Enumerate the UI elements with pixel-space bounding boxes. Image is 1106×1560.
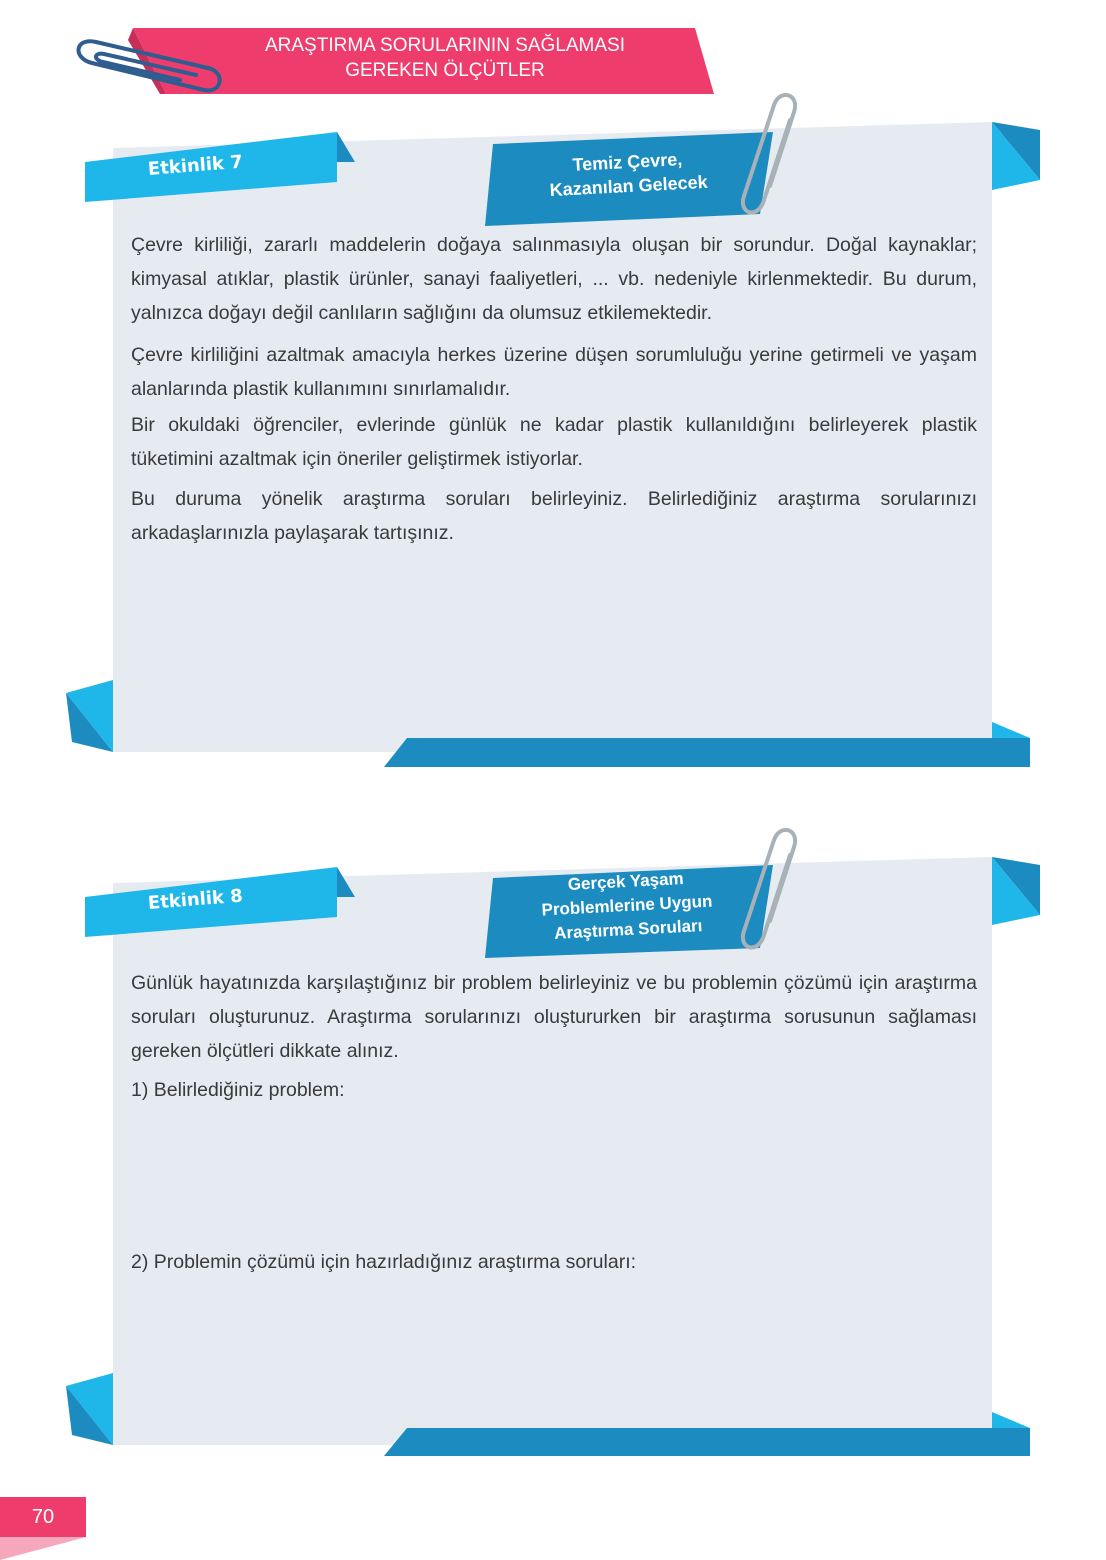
header-title-line2: GEREKEN ÖLÇÜTLER bbox=[345, 60, 545, 81]
activity7-paragraph: Bu duruma yönelik araştırma soruları belirleyiniz. Belirlediğiniz araştırma sorularınızı arkadaşlarınızla paylaşarak tartışınız. bbox=[131, 488, 977, 544]
page-number: 70 bbox=[0, 1497, 86, 1537]
activity7-ribbon-line1: Temiz Çevre, bbox=[572, 149, 683, 175]
activity7-tag: Etkinlik 7 bbox=[147, 151, 244, 180]
activity7-paragraph: Çevre kirliliği, zararlı maddelerin doğaya salınmasıyla oluşan bir sorundur. Doğal kaynaklar; kimyasal atıklar, plastik ürünler, sanayi faaliyetleri, ... vb. nedeniyle kirlenmektedir. Bu durum, yalnızca doğayı değil canlıların sağlığını da olumsuz etkilemektedir. bbox=[131, 234, 977, 324]
activity8-ribbon-line3: Araştırma Soruları bbox=[553, 916, 703, 943]
research-questions-prompt: 2) Problemin çözümü için hazırladığınız araştırma soruları: bbox=[131, 1251, 637, 1273]
activity8-panel-shapes bbox=[66, 857, 1040, 1456]
header-title bbox=[210, 33, 680, 83]
activity8-ribbon-line1: Gerçek Yaşam bbox=[567, 869, 685, 895]
activity8-paragraph: Günlük hayatınızda karşılaştığınız bir problem belirleyiniz ve bu problemin çözümü için araştırma soruları oluşturunuz. Araştırma sorularınızı oluştururken bir araştırma sorusunun sağlaması gereken ölçütleri dikkate alınız. bbox=[131, 972, 977, 1062]
activity8-tag: Etkinlik 8 bbox=[147, 885, 244, 914]
activity8-ribbon bbox=[494, 863, 759, 949]
activity7-paragraph: Çevre kirliliğini azaltmak amacıyla herkes üzerine düşen sorumluluğu yerine getirmeli ve yaşam alanlarında plastik kullanımını sınırlamalıdır. bbox=[131, 344, 977, 400]
activity8-ribbon-line2: Problemlerine Uygun bbox=[541, 891, 713, 920]
activity7-paragraph: Bir okuldaki öğrenciler, evlerinde günlük ne kadar plastik kullanıldığını belirleyerek plastik tüketimini azaltmak için öneriler geliştirmek istiyorlar. bbox=[131, 414, 977, 470]
problem-prompt: 1) Belirlediğiniz problem: bbox=[131, 1079, 345, 1101]
header-title-line1: ARAŞTIRMA SORULARININ SAĞLAMASI bbox=[264, 35, 626, 56]
activity7-ribbon-line2: Kazanılan Gelecek bbox=[549, 171, 709, 201]
page-corner bbox=[0, 1537, 86, 1560]
